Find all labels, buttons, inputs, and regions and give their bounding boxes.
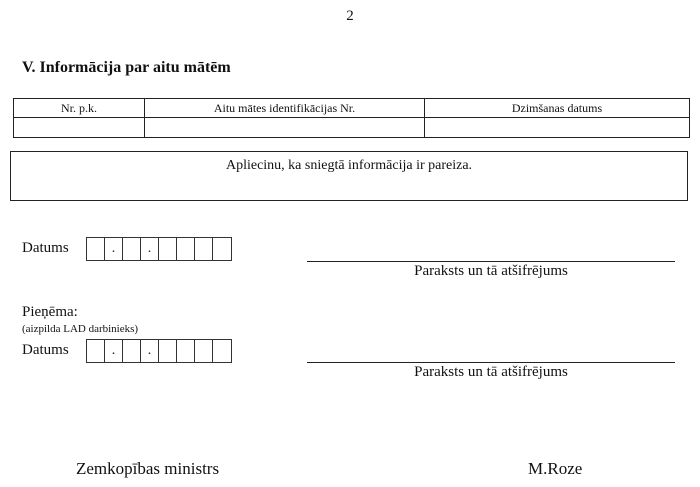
signature-line[interactable] (307, 261, 675, 262)
accepted-note: (aizpilda LAD darbinieks) (22, 323, 139, 335)
date-separator: . (141, 340, 159, 362)
column-header: Nr. p.k. (14, 99, 145, 118)
ewe-info-table (13, 98, 690, 138)
date-separator: . (141, 238, 159, 260)
table-row (14, 118, 690, 138)
section-title: V. Informācija par aitu mātēm (22, 59, 231, 76)
signature-caption: Paraksts un tā atšifrējums (414, 364, 568, 380)
date-box[interactable] (195, 340, 213, 362)
date-box[interactable] (213, 238, 231, 260)
table-cell[interactable] (425, 118, 690, 138)
confirmation-text: Apliecinu, ka sniegtā informācija ir pareiza. (225, 158, 473, 173)
minister-title: Zemkopības ministrs (76, 459, 220, 478)
accepted-label: Pieņēma: (22, 304, 78, 320)
date-label: Datums (22, 240, 69, 256)
confirmation-box (10, 151, 688, 201)
date-box[interactable] (123, 340, 141, 362)
table-cell[interactable] (145, 118, 425, 138)
date-label: Datums (22, 342, 69, 358)
date-box[interactable] (177, 238, 195, 260)
date-box[interactable] (87, 340, 105, 362)
table-cell[interactable] (14, 118, 145, 138)
column-header: Dzimšanas datums (425, 99, 690, 118)
column-header: Aitu mātes identifikācijas Nr. (145, 99, 425, 118)
signature-caption: Paraksts un tā atšifrējums (414, 263, 568, 279)
minister-name: M.Roze (528, 459, 583, 478)
date-box[interactable] (177, 340, 195, 362)
date-input-boxes[interactable] (86, 339, 232, 363)
date-box[interactable] (159, 340, 177, 362)
table-header-row (14, 99, 690, 118)
date-separator: . (105, 340, 123, 362)
date-box[interactable] (159, 238, 177, 260)
date-box[interactable] (87, 238, 105, 260)
date-box[interactable] (123, 238, 141, 260)
date-box[interactable] (195, 238, 213, 260)
date-input-boxes[interactable] (86, 237, 232, 261)
signature-line[interactable] (307, 362, 675, 363)
page-number: 2 (346, 8, 354, 24)
date-separator: . (105, 238, 123, 260)
date-box[interactable] (213, 340, 231, 362)
